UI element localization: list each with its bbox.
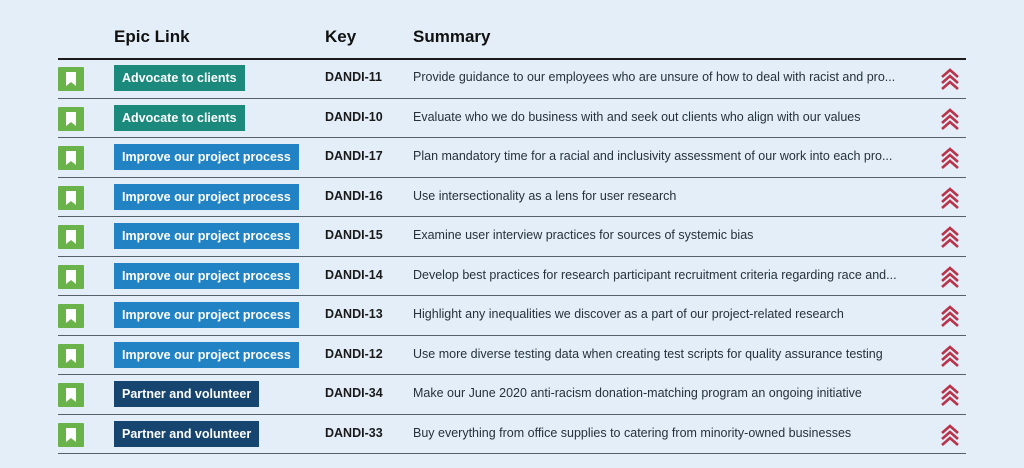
epic-link-badge[interactable]: Improve our project process bbox=[114, 184, 299, 210]
issue-summary[interactable]: Plan mandatory time for a racial and inclusivity assessment of our work into each pro... bbox=[413, 149, 893, 163]
epic-link-badge[interactable]: Improve our project process bbox=[114, 263, 299, 289]
issue-key[interactable]: DANDI-34 bbox=[325, 386, 383, 400]
highest-priority-icon bbox=[940, 424, 960, 451]
issue-summary[interactable]: Buy everything from office supplies to catering from minority-owned businesses bbox=[413, 425, 852, 440]
epic-link-badge[interactable]: Improve our project process bbox=[114, 342, 299, 368]
issue-key[interactable]: DANDI-10 bbox=[325, 109, 383, 124]
epic-link-badge[interactable]: Improve our project process bbox=[114, 144, 299, 170]
table-row[interactable] bbox=[58, 138, 966, 178]
issue-key[interactable]: DANDI-13 bbox=[325, 307, 383, 321]
bookmark-story-icon bbox=[58, 265, 84, 289]
epic-link-badge[interactable]: Improve our project process bbox=[114, 223, 299, 249]
issue-list bbox=[58, 59, 966, 454]
highest-priority-icon bbox=[940, 305, 960, 332]
epic-link-badge[interactable]: Partner and volunteer bbox=[114, 421, 259, 447]
issue-key[interactable]: DANDI-14 bbox=[325, 267, 383, 282]
highest-priority-icon bbox=[940, 226, 960, 253]
issue-summary[interactable]: Provide guidance to our employees who are unsure of how to deal with racist and pro... bbox=[413, 70, 896, 84]
issue-key[interactable]: DANDI-15 bbox=[325, 228, 383, 242]
highest-priority-icon bbox=[940, 68, 960, 95]
table-row[interactable] bbox=[58, 59, 966, 99]
table-row[interactable] bbox=[58, 296, 966, 336]
issue-summary[interactable]: Examine user interview practices for sources of systemic bias bbox=[413, 228, 754, 242]
highest-priority-icon bbox=[940, 345, 960, 372]
table-row[interactable] bbox=[58, 336, 966, 376]
highest-priority-icon bbox=[940, 147, 960, 174]
epic-link-badge[interactable]: Advocate to clients bbox=[114, 65, 245, 91]
bookmark-story-icon bbox=[58, 146, 84, 170]
table-row[interactable] bbox=[58, 178, 966, 218]
epic-link-badge[interactable]: Advocate to clients bbox=[114, 105, 245, 131]
highest-priority-icon bbox=[940, 384, 960, 411]
epic-link-badge[interactable]: Improve our project process bbox=[114, 302, 299, 328]
issue-summary[interactable]: Make our June 2020 anti-racism donation-matching program an ongoing initiative bbox=[413, 386, 862, 400]
column-header-summary[interactable]: Summary bbox=[413, 27, 491, 46]
bookmark-story-icon bbox=[58, 423, 84, 447]
highest-priority-icon bbox=[940, 108, 960, 135]
highest-priority-icon bbox=[940, 187, 960, 214]
issue-summary[interactable]: Evaluate who we do business with and seek out clients who align with our values bbox=[413, 109, 861, 124]
column-header-epic-link[interactable]: Epic Link bbox=[114, 27, 190, 46]
table-row[interactable] bbox=[58, 99, 966, 139]
table-row[interactable] bbox=[58, 217, 966, 257]
table-row[interactable] bbox=[58, 257, 966, 297]
bookmark-story-icon bbox=[58, 67, 84, 91]
table-row[interactable] bbox=[58, 375, 966, 415]
bookmark-story-icon bbox=[58, 344, 84, 368]
bookmark-story-icon bbox=[58, 304, 84, 328]
highest-priority-icon bbox=[940, 266, 960, 293]
bookmark-story-icon bbox=[58, 107, 84, 131]
issue-summary[interactable]: Develop best practices for research participant recruitment criteria regarding race and... bbox=[413, 267, 897, 282]
issue-key[interactable]: DANDI-17 bbox=[325, 149, 383, 163]
table-header bbox=[58, 20, 966, 60]
issue-key[interactable]: DANDI-16 bbox=[325, 188, 383, 203]
issue-key[interactable]: DANDI-12 bbox=[325, 346, 383, 361]
bookmark-story-icon bbox=[58, 186, 84, 210]
bookmark-story-icon bbox=[58, 383, 84, 407]
table-row[interactable] bbox=[58, 415, 966, 455]
epic-link-badge[interactable]: Partner and volunteer bbox=[114, 381, 259, 407]
issue-summary[interactable]: Use intersectionality as a lens for user research bbox=[413, 188, 677, 203]
issue-summary[interactable]: Highlight any inequalities we discover as a part of our project-related research bbox=[413, 307, 844, 321]
column-header-key[interactable]: Key bbox=[325, 27, 357, 46]
bookmark-story-icon bbox=[58, 225, 84, 249]
issue-summary[interactable]: Use more diverse testing data when creating test scripts for quality assurance testing bbox=[413, 346, 883, 361]
issue-key[interactable]: DANDI-11 bbox=[325, 70, 382, 84]
issue-key[interactable]: DANDI-33 bbox=[325, 425, 383, 440]
